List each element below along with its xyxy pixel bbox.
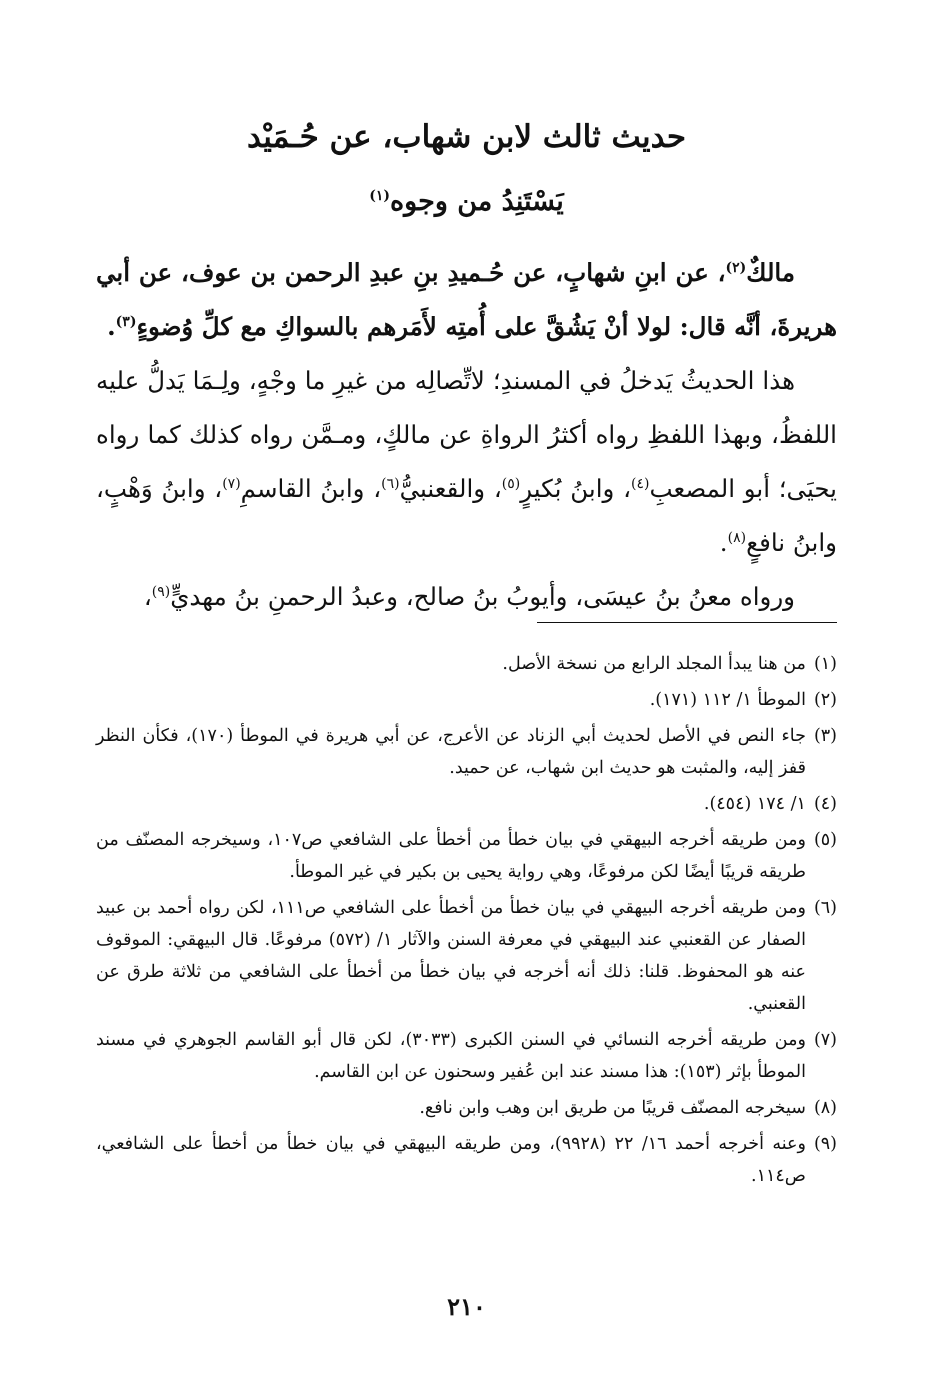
footnote-text: ومن طريقه أخرجه النسائي في السنن الكبرى (٣٠٣٣)، لكن قال أبو القاسم الجوهري في مسند الموطأ بإثر (١٥٣): هذا مسند عند ابن عُفير وسحنون عن ابن القاسم. (96, 1030, 806, 1082)
footnote-number: (٨) (813, 1098, 837, 1118)
footnote (96, 1092, 837, 1124)
footnote-number: (٤) (813, 794, 837, 814)
footnote-number: (٣) (813, 726, 837, 746)
commentary-paragraph (96, 354, 837, 570)
text-segment: مالكٌ (746, 258, 795, 287)
footnote-number: (١) (813, 654, 837, 674)
footnote-number: (٢) (813, 690, 837, 710)
chapter-title: حديث ثالث لابن شهاب، عن حُـمَيْد (246, 119, 687, 155)
footnote-number: (٩) (813, 1134, 837, 1154)
footnote-number: (٥) (813, 830, 837, 850)
text-segment: ، عن ابنِ شهابٍ، عن حُـميدِ بنِ عبدِ الرحمن بن عوف، عن أبي هريرةَ، أنَّه قال: لولا أنْ يَشُقَّ على أُمتِه لأَمَرهم بالسواكِ مع كلِّ وُضوءٍ (96, 258, 837, 341)
text-segment: ، والقعنبيُّ (399, 474, 502, 503)
text-segment: ، وابنُ بُكيرٍ (520, 474, 631, 503)
footnote-text: من هنا يبدأ المجلد الرابع من نسخة الأصل. (502, 654, 806, 674)
chapter-subtitle (96, 180, 837, 224)
text-segment: . (107, 312, 116, 341)
footnotes (96, 648, 837, 1196)
footnote-marker: (٢) (725, 259, 747, 276)
footnote-marker: (٤) (630, 475, 650, 492)
footnote (96, 720, 837, 784)
text-segment: . (719, 528, 728, 557)
footnote (96, 1024, 837, 1088)
footnote-marker: (٨) (727, 529, 747, 546)
text-segment: ورواه معنُ بنُ عيسَى، وأيوبُ بنُ صالح، وعبدُ الرحمنِ بنُ مهديٍّ (170, 582, 795, 611)
footnote-marker: (٧) (222, 475, 241, 492)
text-segment: هذا الحديثُ يَدخلُ في المسندِ؛ لاتِّصالِه من غيرِ ما وجْهٍ، ولِـمَا يَدلُّ عليه اللفظُ، وبهذا اللفظِ رواه أكثرُ الرواةِ عن مالكٍ، ومـمَّن رواه كذلك كما رواه يحيَى؛ أبو المصعبِ (96, 366, 837, 503)
footnote-text: ١/ ١٧٤ (٤٥٤). (703, 794, 806, 814)
page-number: ٢١٠ (447, 1292, 486, 1321)
footnote-marker: (٦) (381, 475, 400, 492)
footnote-number: (٦) (813, 898, 837, 918)
footnote-number: (٧) (813, 1030, 837, 1050)
footnote-marker: (١) (369, 188, 391, 204)
footnote (96, 1128, 837, 1192)
footnote-marker: (٥) (501, 475, 521, 492)
footnote-text: وعنه أخرجه أحمد ١٦/ ٢٢ (٩٩٢٨)، ومن طريقه البيهقي في بيان خطأ من أخطأ على الشافعي، ص١١٤. (96, 1134, 806, 1186)
subtitle-text: يَسْتَنِدُ من وجوه (390, 186, 564, 217)
footnote (96, 892, 837, 1020)
footnote-text: ومن طريقه أخرجه البيهقي في بيان خطأ من أخطأ على الشافعي ص١٠٧، وسيخرجه المصنّف من طريقه قريبًا أيضًا لكن مرفوعًا، وهي رواية يحيى بن بكير في غير الموطأ. (96, 830, 806, 882)
text-segment: ، وابنُ القاسمِ (240, 474, 382, 503)
commentary-paragraph (96, 570, 837, 624)
footnote-text: سيخرجه المصنّف قريبًا من طريق ابن وهب وابن نافع. (419, 1098, 806, 1118)
footnote-divider (537, 622, 837, 623)
footnote (96, 648, 837, 680)
text-segment: ، وابنُ وَهْبٍ، وابنُ نافعٍ (96, 474, 837, 557)
footnote-text: الموطأ ١/ ١١٢ (١٧١). (649, 690, 806, 710)
footnote (96, 788, 837, 820)
footnote-marker: (٣) (115, 313, 137, 330)
main-text (96, 246, 837, 624)
footnote-text: ومن طريقه أخرجه البيهقي في بيان خطأ من أخطأ على الشافعي ص١١١، لكن رواه أحمد بن عبيد الصفار عن القعنبي عند البيهقي في معرفة السنن والآثار ١/ (٥٧٢) مرفوعًا. قال البيهقي: الموقوف عنه هو المحفوظ. قلنا: ذلك أنه أخرجه في بيان خطأ من أخطأ على الشافعي من ثلاثة طرق عن القعنبي. (96, 898, 806, 1014)
footnote-text: جاء النص في الأصل لحديث أبي الزناد عن الأعرج، عن أبي هريرة في الموطأ (١٧٠)، فكأن النظر قفز إليه، والمثبت هو حديث ابن شهاب، عن حميد. (96, 726, 806, 778)
footnote (96, 824, 837, 888)
hadith-paragraph (96, 246, 837, 354)
text-segment: ، (143, 582, 152, 611)
footnote (96, 684, 837, 716)
footnote-marker: (٩) (151, 583, 171, 600)
